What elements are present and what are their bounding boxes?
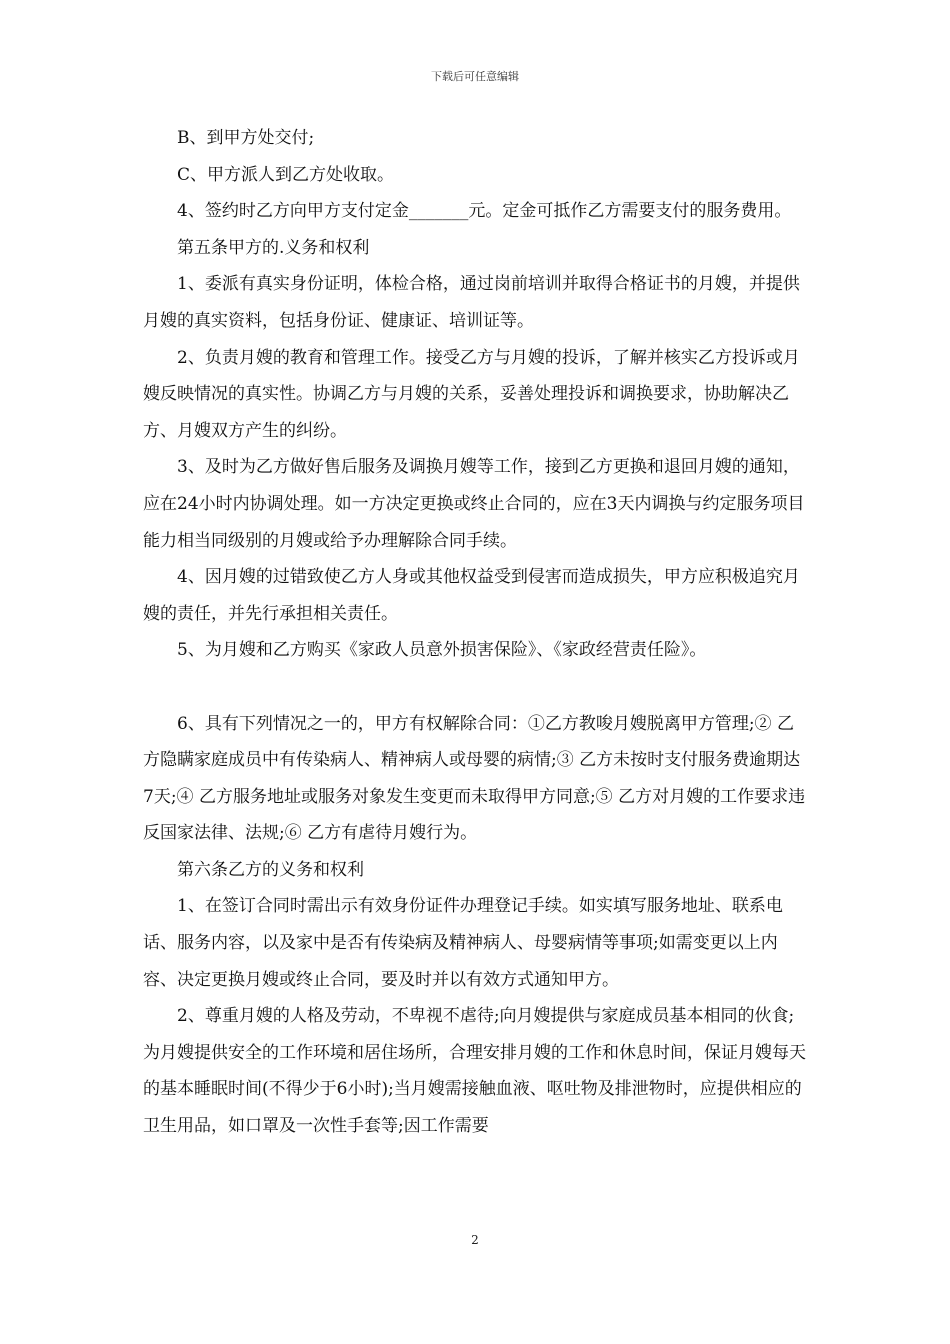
document-body [143,120,807,1145]
page-header: 下载后可任意编辑 [431,70,519,83]
paragraph-article-6-item-2: 2、尊重月嫂的人格及劳动，不卑视不虐待;向月嫂提供与家庭成员基本相同的伙食;为月嫂提供安全的工作环境和居住场所，合理安排月嫂的工作和休息时间，保证月嫂每天的基本睡眠时间(不得少于6小时);当月嫂需接触血液、呕吐物及排泄物时，应提供相应的卫生用品，如口罩及一次性手套等;因工作需要 [143,1006,806,1137]
paragraph-article-5-item-6: 6、具有下列情况之一的，甲方有权解除合同：①乙方教唆月嫂脱离甲方管理;② 乙方隐瞒家庭成员中有传染病人、精神病人或母婴的病情;③ 乙方未按时支付服务费逾期达7天;④ 乙方服务地址或服务对象发生变更而未取得甲方同意;⑤ 乙方对月嫂的工作要求违反国家法律、法规;⑥ 乙方有虐待月嫂行为。 [143,713,806,844]
paragraph-article-6-item-1: 1、在签订合同时需出示有效身份证件办理登记手续。如实填写服务地址、联系电话、服务内容，以及家中是否有传染病及精神病人、母婴病情等事项;如需变更以上内容、决定更换月嫂或终止合同，要及时并以有效方式通知甲方。 [143,896,783,990]
paragraph-option-c: C、甲方派人到乙方处收取。 [177,164,395,185]
paragraph-option-b: B、到甲方处交付; [177,128,315,148]
paragraph-article-5-item-4: 4、因月嫂的过错致使乙方人身或其他权益受到侵害而造成损失，甲方应积极追究月嫂的责任，并先行承担相关责任。 [143,567,800,624]
section-heading-article-6: 第六条乙方的义务和权利 [177,859,364,880]
paragraph-deposit: 4、签约时乙方向甲方支付定金_______元。定金可抵作乙方需要支付的服务费用。 [177,201,792,222]
paragraph-article-5-item-3: 3、及时为乙方做好售后服务及调换月嫂等工作，接到乙方更换和退回月嫂的通知，应在24小时内协调处理。如一方决定更换或终止合同的，应在3天内调换与约定服务项目能力相当同级别的月嫂或给予办理解除合同手续。 [143,457,805,551]
page-number: 2 [471,1233,479,1247]
paragraph-article-5-item-2: 2、负责月嫂的教育和管理工作。接受乙方与月嫂的投诉，了解并核实乙方投诉或月嫂反映情况的真实性。协调乙方与月嫂的关系，妥善处理投诉和调换要求，协助解决乙方、月嫂双方产生的纠纷。 [143,347,800,441]
paragraph-article-5-item-5: 5、为月嫂和乙方购买《家政人员意外损害保险》、《家政经营责任险》。 [177,640,707,661]
section-heading-article-5: 第五条甲方的.义务和权利 [177,237,370,258]
paragraph-article-5-item-1: 1、委派有真实身份证明，体检合格，通过岗前培训并取得合格证书的月嫂，并提供月嫂的真实资料，包括身份证、健康证、培训证等。 [143,274,800,331]
